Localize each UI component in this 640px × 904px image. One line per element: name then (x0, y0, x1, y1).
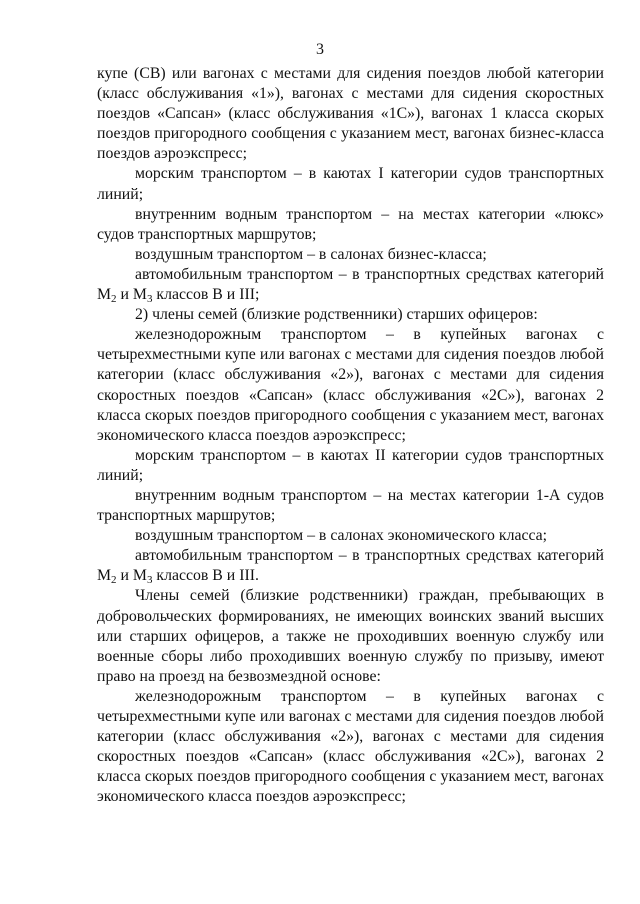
paragraph: внутренним водным транспортом – на местах категории «люкс» судов транспортных маршрутов; (97, 205, 604, 243)
classes-text: классов B и III; (152, 286, 260, 304)
paragraph: Члены семей (близкие родственники) граждан, пребывающих в добровольческих формированиях, не имеющих воинских званий высших или старших офицеров, а также не проходивших военную службу или военные сборы либо проходивших военную службу по призыву, имеют право на проезд на безвозмездной основе: (97, 587, 604, 685)
paragraph: внутренним водным транспортом – на местах категории 1-А судов транспортных маршрутов; (97, 486, 604, 525)
paragraph-vehicle-categories (97, 265, 604, 305)
paragraph: 2) члены семей (близкие родственники) старших офицеров: (135, 306, 538, 324)
subscript: 3 (146, 293, 153, 306)
paragraph: купе (СВ) или вагонах с местами для сидения поездов любой категории (класс обслуживания «1»), вагонах с местами для сидения скоростных поездов «Сапсан» (класс обслуживания «1С»), вагонах 1 класса скорых поездов пригородного сообщения с указанием мест, вагонах бизнес-класса поездов аэроэкспресс; (97, 65, 604, 163)
paragraph-text: автомобильным транспортом – в транспортных средствах категорий M (97, 265, 604, 304)
paragraph: воздушным транспортом – в салонах экономического класса; (135, 527, 548, 545)
conjunction-text: и M (116, 286, 147, 304)
paragraph-text: автомобильным транспортом – в транспортных средствах категорий M (97, 547, 604, 585)
paragraph: железнодорожным транспортом – в купейных вагонах с четырехместными купе или вагонах с местами для сидения поездов любой категории (класс обслуживания «2»), вагонах с местами для сидения скоростных поездов «Сапсан» (класс обслуживания «2С»), вагонах 2 класса скорых поездов пригородного сообщения с указанием мест, вагонах экономического класса поездов аэроэкспресс; (97, 687, 604, 806)
subscript: 2 (111, 293, 117, 306)
paragraph: воздушным транспортом – в салонах бизнес-класса; (135, 245, 487, 263)
conjunction-text: и M (116, 567, 147, 585)
page-number: 3 (316, 41, 324, 58)
paragraph: морским транспортом – в каютах II категории судов транспортных линий; (97, 446, 604, 484)
classes-text: классов B и III. (152, 567, 259, 585)
paragraph: железнодорожным транспортом – в купейных вагонах с четырехместными купе или вагонах с местами для сидения поездов любой категории (класс обслуживания «2»), вагонах с местами для сидения скоростных поездов «Сапсан» (класс обслуживания «2С»), вагонах 2 класса скорых поездов пригородного сообщения с указанием мест, вагонах экономического класса поездов аэроэкспресс; (97, 326, 604, 444)
document-body (97, 64, 604, 807)
paragraph: морским транспортом – в каютах I категории судов транспортных линий; (97, 165, 604, 203)
subscript: 3 (146, 574, 153, 587)
subscript: 2 (111, 574, 117, 587)
paragraph-vehicle-categories (97, 546, 604, 586)
